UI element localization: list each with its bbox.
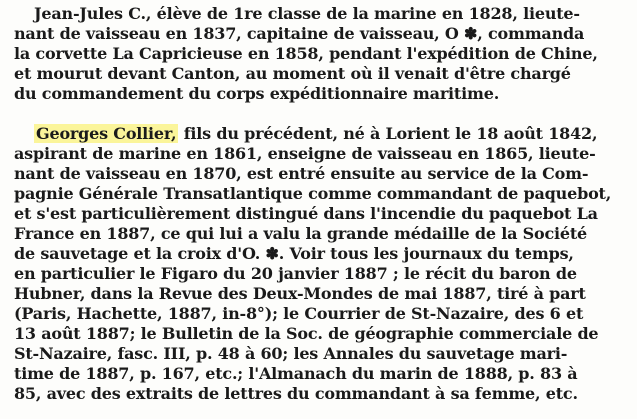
text-line: 13 août 1887; le Bulletin de la Soc. de géographie commerciale de (14, 324, 599, 343)
text-line: du commandement du corps expéditionnaire maritime. (14, 84, 500, 103)
text-line: en particulier le Figaro du 20 janvier 1887 ; le récit du baron de (14, 264, 577, 283)
text-line-first (14, 124, 622, 144)
text-line: de sauvetage et la croix d'O. ✽. Voir tous les journaux du temps, (14, 244, 574, 263)
text-line: France en 1887, ce qui lui a valu la grande médaille de la Société (14, 224, 588, 243)
text-line: la corvette La Capricieuse en 1858, pendant l'expédition de Chine, (14, 44, 598, 63)
text-line: Hubner, dans la Revue des Deux-Mondes de mai 1887, tiré à part (14, 284, 586, 303)
highlighted-name: Georges Collier, (36, 124, 177, 143)
paragraph-jean-jules (14, 4, 622, 104)
text-line: time de 1887, p. 167, etc.; l'Almanach du marin de 1888, p. 83 à (14, 364, 578, 383)
text-line: pagnie Générale Transatlantique comme commandant de paquebot, (14, 184, 612, 203)
text-line: Jean-Jules C., élève de 1re classe de la marine en 1828, lieute- (34, 4, 580, 23)
text-line: St-Nazaire, fasc. III, p. 48 à 60; les Annales du sauvetage mari- (14, 344, 568, 363)
text-line: 85, avec des extraits de lettres du commandant à sa femme, etc. (14, 384, 578, 403)
text-line: nant de vaisseau en 1837, capitaine de vaisseau, O ✽, commanda (14, 24, 585, 43)
text-line: et s'est particulièrement distingué dans l'incendie du paquebot La (14, 204, 598, 223)
first-line-rest: fils du précédent, né à Lorient le 18 août 1842, (178, 124, 598, 143)
paragraph-georges-collier (14, 124, 622, 404)
text-line: (Paris, Hachette, 1887, in-8°); le Courrier de St-Nazaire, des 6 et (14, 304, 584, 323)
text-line: nant de vaisseau en 1870, est entré ensuite au service de la Com- (14, 164, 589, 183)
text-line: aspirant de marine en 1861, enseigne de vaisseau en 1865, lieute- (14, 144, 596, 163)
text-line: et mourut devant Canton, au moment où il venait d'être chargé (14, 64, 571, 83)
